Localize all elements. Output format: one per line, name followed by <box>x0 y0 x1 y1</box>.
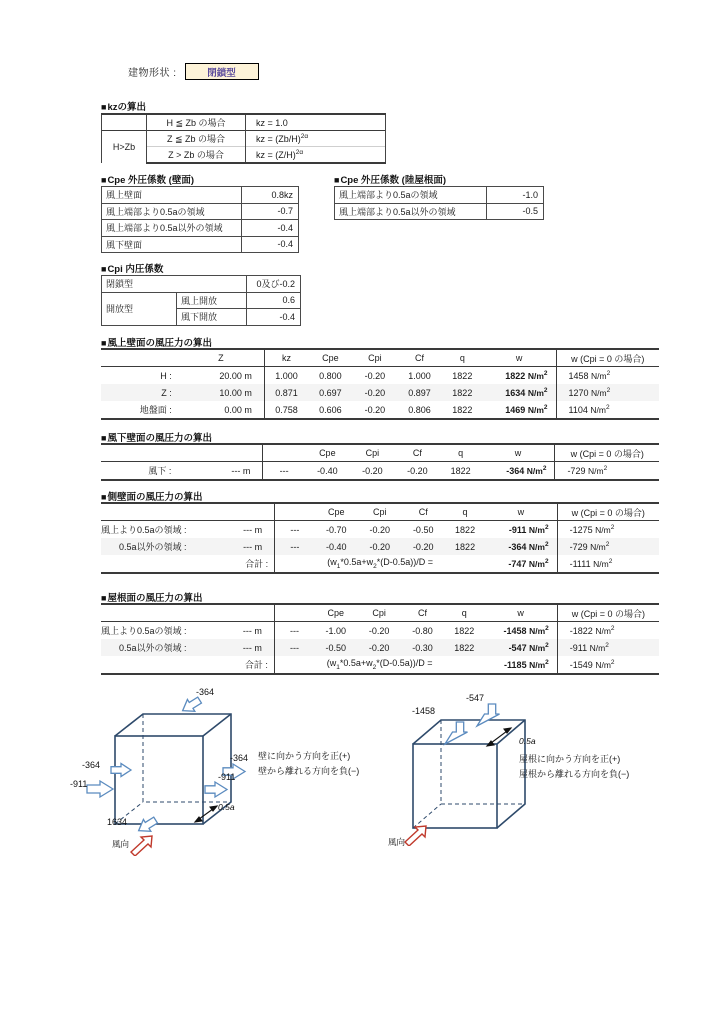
kz-condition: Z ≦ Zb の場合 <box>147 131 246 147</box>
row-label: 0.5a以外の領域 : <box>101 639 193 656</box>
row-cpi: -0.20 <box>353 384 397 401</box>
row-q: 1822 <box>455 524 476 535</box>
col-cpi: Cpi <box>358 503 401 521</box>
row-z: --- m <box>177 462 263 481</box>
col-w: w <box>481 444 554 462</box>
row-cf: -0.20 <box>395 462 440 481</box>
row-w-cpi0: -911 $N/m^2$ <box>557 639 659 656</box>
row-label: 風下 : <box>101 462 177 481</box>
col-z <box>177 444 263 462</box>
kz-value: kz = 1.0 <box>246 114 386 131</box>
col-z <box>193 604 275 622</box>
row-cf: 0.806 <box>397 401 442 419</box>
table-row <box>101 622 659 640</box>
col-blank <box>274 604 314 622</box>
total-label: 合計 : <box>101 656 274 674</box>
row-w: 1469 $N/m^2$ <box>483 401 556 419</box>
row-w-cpi0: 1104 $N/m^2$ <box>556 401 659 419</box>
building-shape-value[interactable]: 閉鎖型 <box>185 63 259 80</box>
cpe-wall-value: -0.4 <box>241 236 298 253</box>
row-cpi: -0.20 <box>369 524 390 535</box>
cpe-wall-value: -0.7 <box>241 203 298 220</box>
col-w-cpi0: w (Cpi = 0 の場合) <box>555 444 659 462</box>
kz-value: kz = $(Zb/H)^{2\alpha}$ <box>246 131 386 147</box>
total-w-cpi0: -1111 $N/m^2$ <box>557 555 659 573</box>
cpi-type: 開放型 <box>102 292 177 325</box>
cpe-wall-name: 風上端部より0.5aの領域 <box>102 203 242 220</box>
row-q: 1822 <box>440 462 482 481</box>
kz-group-cell: H>Zb <box>102 131 147 164</box>
table-row <box>101 521 659 539</box>
table-row <box>102 236 299 253</box>
row-dash: --- <box>275 538 315 555</box>
roof-uplift-arrow-icon <box>445 704 500 744</box>
wall-diagram-legend <box>258 749 359 779</box>
building-shape-row <box>128 63 259 80</box>
row-label: 風上より0.5aの領域 : <box>101 525 187 535</box>
row-label: Z : <box>101 384 178 401</box>
row-label: H : <box>160 370 172 381</box>
section-title-leeward-wall: ■ 風下壁面の風圧力の算出 <box>101 430 212 444</box>
row-q: 1822 <box>442 384 483 401</box>
cpe-wall-name: 風下壁面 <box>102 236 242 253</box>
row-dash: --- <box>275 521 315 539</box>
row-cpe: 0.606 <box>308 401 353 419</box>
row-q: 1822 <box>444 639 484 656</box>
kz-group-cell <box>102 114 147 131</box>
row-w: -547 $N/m^2$ <box>484 639 557 656</box>
windward-wall-table <box>101 348 659 420</box>
table-row <box>335 187 544 204</box>
section-title-roof: ■ 屋根面の風圧力の算出 <box>101 590 202 604</box>
row-kz: 0.758 <box>264 401 308 419</box>
table-header-row <box>101 444 659 462</box>
col-w: w <box>484 604 557 622</box>
diagram-wall-wind-label: 風向 <box>112 839 130 849</box>
diagram-roof-wind-label: 風向 <box>388 837 406 847</box>
row-label: 0.5a以外の領域 : <box>101 538 193 555</box>
diagram-wall-right-lower-value: -911 <box>218 772 236 782</box>
cpe-wall-value: 0.8kz <box>241 187 298 204</box>
cpe-wall-table <box>101 186 299 253</box>
col-q: q <box>445 503 485 521</box>
col-label <box>101 444 177 462</box>
cpi-value: -0.4 <box>247 309 301 326</box>
total-w: -1185 $N/m^2$ <box>484 656 557 674</box>
building-shape-label: 建物形状 : <box>128 68 177 79</box>
table-total-row <box>101 555 659 573</box>
row-w-cpi0: -1822 $N/m^2$ <box>557 622 659 640</box>
col-cf: Cf <box>397 349 442 367</box>
diagram-wall-right-upper-value: -364 <box>230 753 249 763</box>
table-row <box>102 292 301 309</box>
col-q: q <box>444 604 484 622</box>
leeward-wall-table <box>101 443 659 481</box>
col-label <box>101 503 193 521</box>
total-formula: $(w_1*0.5a+w_2*(D-0.5a))/D$ = <box>274 656 484 674</box>
legend-line-1: 壁に向かう方向を正(+) <box>258 751 351 761</box>
row-cpi: -0.20 <box>364 370 386 381</box>
section-title-cpe-wall: ■ Cpe 外圧係数 (壁面) <box>101 172 194 186</box>
total-w: -747 $N/m^2$ <box>485 555 557 573</box>
table-header-row <box>101 349 659 367</box>
kz-condition: H ≦ Zb の場合 <box>147 114 246 131</box>
total-label: 合計 : <box>101 555 275 573</box>
col-z: Z <box>178 349 265 367</box>
row-w: -364 $N/m^2$ <box>481 462 554 481</box>
row-z: 20.00 m <box>219 370 252 381</box>
col-q: q <box>442 349 483 367</box>
cpi-value: 0.6 <box>247 292 301 309</box>
diagram-wall-bottom-value: 1634 <box>107 817 128 827</box>
legend-line-1: 屋根に向かう方向を正(+) <box>519 754 621 764</box>
row-cf: 1.000 <box>408 370 431 381</box>
col-w-cpi0: w (Cpi = 0 の場合) <box>556 349 659 367</box>
row-q: 1822 <box>442 401 483 419</box>
cpi-subtype: 風下開放 <box>177 309 247 326</box>
table-row <box>335 203 544 220</box>
cpi-table <box>101 275 301 326</box>
section-title-side-wall: ■ 側壁面の風圧力の算出 <box>101 489 202 503</box>
section-title-kz: ■ kzの算出 <box>101 99 146 113</box>
cpe-roof-value: -1.0 <box>487 187 544 204</box>
row-cpi: -0.20 <box>368 625 390 636</box>
row-dash: --- <box>274 639 314 656</box>
table-row <box>102 114 386 131</box>
diagram-wall-left-lower-value: -911 <box>70 779 88 789</box>
table-header-row <box>101 604 659 622</box>
legend-line-2: 屋根から離れる方向を負(−) <box>519 769 630 779</box>
kz-table <box>101 113 386 164</box>
table-total-row <box>101 656 659 674</box>
table-row <box>102 203 299 220</box>
table-row <box>101 384 659 401</box>
row-z: 0.00 m <box>178 401 265 419</box>
cpi-subtype: 風上開放 <box>177 292 247 309</box>
table-row <box>101 401 659 419</box>
row-cpe: 0.800 <box>319 370 342 381</box>
row-w: -911 $N/m^2$ <box>508 524 549 535</box>
row-kz: 1.000 <box>264 367 308 385</box>
col-cpe: Cpe <box>314 604 357 622</box>
total-formula: $(w_1*0.5a+w_2*(D-0.5a))/D$ = <box>275 555 486 573</box>
section-title-cpe-roof: ■ Cpe 外圧係数 (陸屋根面) <box>334 172 446 186</box>
row-cpi: -0.20 <box>353 401 397 419</box>
col-cpi: Cpi <box>350 444 395 462</box>
row-cpe: -1.00 <box>325 625 347 636</box>
col-cpe: Cpe <box>305 444 350 462</box>
row-z: --- m <box>193 538 275 555</box>
total-w-cpi0: -1549 $N/m^2$ <box>557 656 659 674</box>
row-label: 地盤面 : <box>101 401 178 419</box>
wind-direction-arrow-icon <box>405 826 426 846</box>
pressure-arrow-icon <box>87 694 245 836</box>
row-cpe: -0.40 <box>305 462 350 481</box>
row-w: -364 $N/m^2$ <box>485 538 557 555</box>
row-w-cpi0: -1275 $N/m^2$ <box>557 521 659 539</box>
kz-value: kz = $(Z/H)^{2\alpha}$ <box>246 147 386 164</box>
row-w-cpi0: 1458 $N/m^2$ <box>556 367 659 385</box>
diagram-roof-depth-label: 0.5a <box>519 736 536 746</box>
cpe-wall-name: 風上壁面 <box>102 187 242 204</box>
cpi-value: 0及び-0.2 <box>247 276 301 293</box>
col-w-cpi0: w (Cpi = 0 の場合) <box>557 503 659 521</box>
table-row <box>102 187 299 204</box>
row-cf: 0.897 <box>397 384 442 401</box>
table-row <box>102 131 386 147</box>
cpe-roof-name: 風上端部より0.5aの領域 <box>335 187 487 204</box>
row-w: 1634 $N/m^2$ <box>483 384 556 401</box>
row-w-cpi0: 1270 $N/m^2$ <box>556 384 659 401</box>
col-z <box>193 503 275 521</box>
table-row <box>102 276 301 293</box>
side-wall-table <box>101 502 659 574</box>
row-cpi: -0.20 <box>350 462 395 481</box>
row-cf: -0.30 <box>401 639 444 656</box>
col-q: q <box>440 444 482 462</box>
row-cpe: -0.70 <box>326 524 347 535</box>
col-cf: Cf <box>395 444 440 462</box>
section-title-windward-wall: ■ 風上壁面の風圧力の算出 <box>101 335 212 349</box>
col-cpi: Cpi <box>357 604 400 622</box>
roof-table <box>101 603 659 675</box>
row-z: --- m <box>193 639 275 656</box>
depth-indicator-icon <box>195 806 217 822</box>
row-z: --- m <box>243 524 263 535</box>
row-z: --- m <box>242 625 262 636</box>
cpi-type: 閉鎖型 <box>102 276 247 293</box>
cpe-wall-name: 風上端部より0.5a以外の領域 <box>102 220 242 237</box>
row-kz: 0.871 <box>264 384 308 401</box>
row-cpe: -0.50 <box>314 639 357 656</box>
table-row <box>101 462 659 481</box>
row-cpe: -0.40 <box>315 538 358 555</box>
legend-line-2: 壁から離れる方向を負(−) <box>258 766 360 776</box>
col-label <box>101 604 193 622</box>
row-q: 1822 <box>445 538 485 555</box>
row-dash: --- <box>263 462 305 481</box>
col-blank <box>263 444 305 462</box>
col-w-cpi0: w (Cpi = 0 の場合) <box>557 604 659 622</box>
diagram-roof-left-value: -1458 <box>412 706 436 716</box>
col-cpe: Cpe <box>308 349 353 367</box>
col-cf: Cf <box>401 503 444 521</box>
table-header-row <box>101 503 659 521</box>
row-cpi: -0.20 <box>358 538 401 555</box>
row-dash: --- <box>274 622 314 640</box>
row-cf: -0.20 <box>401 538 444 555</box>
row-cpe: 0.697 <box>308 384 353 401</box>
col-cf: Cf <box>401 604 444 622</box>
col-w: w <box>485 503 557 521</box>
row-w: 1822 $N/m^2$ <box>505 370 548 381</box>
col-w: w <box>483 349 556 367</box>
table-row <box>102 220 299 237</box>
row-label: 風上より0.5aの領域 : <box>101 626 187 636</box>
row-cpi: -0.20 <box>357 639 400 656</box>
row-z: 10.00 m <box>178 384 265 401</box>
diagram-wall-top-value: -364 <box>196 687 215 697</box>
roof-diagram-legend <box>519 752 629 782</box>
col-label <box>101 349 178 367</box>
section-title-cpi: ■ Cpi 内圧係数 <box>101 261 163 275</box>
cpe-roof-name: 風上端部より0.5a以外の領域 <box>335 203 487 220</box>
diagram-roof-right-value: -547 <box>466 693 485 703</box>
row-q: 1822 <box>452 370 473 381</box>
diagram-wall-left-upper-value: -364 <box>82 760 101 770</box>
col-cpe: Cpe <box>315 503 358 521</box>
row-w-cpi0: -729 $N/m^2$ <box>555 462 659 481</box>
cpe-wall-value: -0.4 <box>241 220 298 237</box>
cpe-roof-table <box>334 186 544 220</box>
diagram-wall-depth-label: 0.5a <box>218 802 235 812</box>
row-w-cpi0: -729 $N/m^2$ <box>557 538 659 555</box>
row-q: 1822 <box>454 625 475 636</box>
table-row <box>101 538 659 555</box>
cpe-roof-value: -0.5 <box>487 203 544 220</box>
table-row <box>101 639 659 656</box>
col-cpi: Cpi <box>353 349 397 367</box>
wind-direction-arrow-icon <box>131 836 152 856</box>
row-cf: -0.50 <box>412 524 434 535</box>
row-cf: -0.80 <box>412 625 433 636</box>
row-w: -1458 $N/m^2$ <box>503 625 549 636</box>
col-kz: kz <box>264 349 308 367</box>
kz-condition: Z > Zb の場合 <box>147 147 246 164</box>
col-blank <box>275 503 315 521</box>
table-row <box>101 367 659 385</box>
